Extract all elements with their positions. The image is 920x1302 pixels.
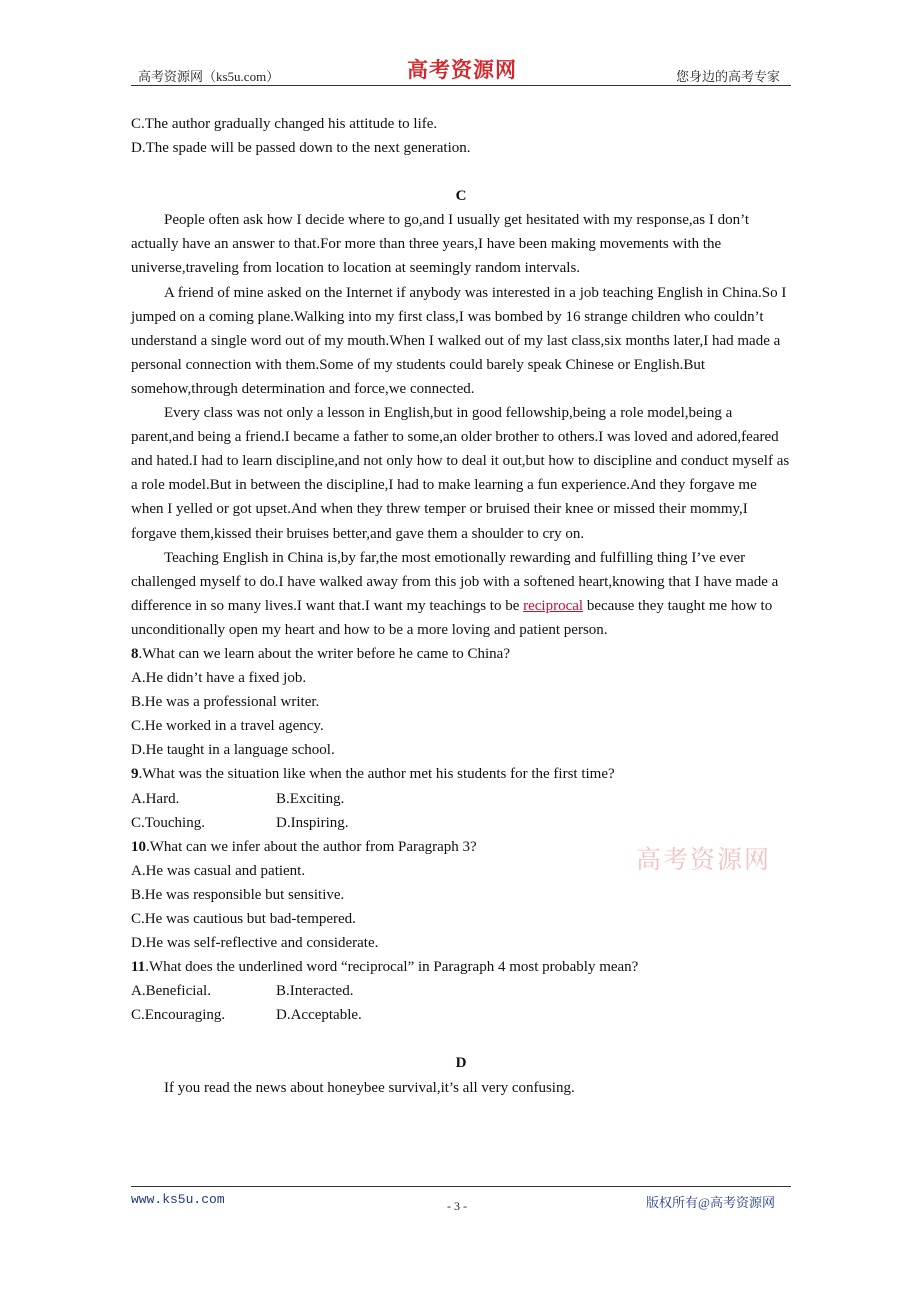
q9-options-row-2 [131, 811, 791, 835]
header-divider [131, 85, 791, 86]
q9-option-b: B.Exciting. [276, 790, 345, 807]
question-text: .What can we learn about the writer before he came to China? [138, 645, 510, 662]
p4-text-after: because they taught me how to unconditionally open my heart and how to be a more loving and patient person. [131, 597, 773, 638]
section-c-title: C [455, 188, 467, 205]
prev-option-d: D.The spade will be passed down to the next generation. [131, 140, 471, 157]
q9-option-c: C.Touching. [131, 814, 205, 831]
q11-option-b: B.Interacted. [276, 983, 354, 1000]
p4-text-before: Teaching English in China is,by far,the most emotionally rewarding and fulfilling thing I’ve ever challenged myself to do.I have walked away from this job with a softened heart,knowing that I have made a difference in so many lives.I want that.I want my teachings to be [131, 549, 779, 614]
q11-options-row-2 [131, 1003, 791, 1027]
q11-option-c: C.Encouraging. [131, 1007, 226, 1024]
q8-option-a: A.He didn’t have a fixed job. [131, 670, 307, 687]
q11-option-a: A.Beneficial. [131, 983, 211, 1000]
footer-site-url[interactable]: www.ks5u.com [131, 1192, 225, 1207]
q9-option-d: D.Inspiring. [276, 814, 349, 831]
watermark: 高考资源网 [636, 845, 772, 874]
footer-divider [131, 1186, 791, 1187]
prev-option-c: C.The author gradually changed his attitude to life. [131, 116, 438, 132]
q10-option-c: C.He was cautious but bad-tempered. [131, 911, 356, 927]
header-site-name: 高考资源网（ks5u.com） [138, 69, 280, 84]
q10-option-d: D.He was self-reflective and considerate. [131, 935, 379, 952]
q9-options-row-1 [131, 787, 791, 811]
header-slogan: 您身边的高考专家 [676, 69, 781, 84]
section-c-paragraph-1: People often ask how I decide where to go,and I usually get hesitated with my response,as I don’t actually have an answer to that.For more than three years,I have been making movements with the universe,traveling from location to location at seemingly random intervals. [131, 212, 749, 277]
q11-options-row-1 [131, 979, 791, 1003]
question-number: 9 [131, 766, 139, 783]
underlined-word-reciprocal: reciprocal [523, 597, 584, 614]
q8-option-b: B.He was a professional writer. [131, 694, 320, 711]
question-text: .What does the underlined word “reciprocal” in Paragraph 4 most probably mean? [145, 959, 639, 976]
question-number: 10 [131, 838, 146, 855]
q8-option-c: C.He worked in a travel agency. [131, 718, 324, 735]
question-9 [131, 762, 791, 786]
header-logo: 高考资源网 [407, 58, 517, 82]
q11-option-d: D.Acceptable. [276, 1007, 362, 1024]
section-c-paragraph-4 [131, 546, 791, 642]
footer-copyright: 版权所有@高考资源网 [646, 1195, 775, 1210]
question-text: .What can we infer about the author from Paragraph 3? [146, 838, 477, 855]
section-c-paragraph-3: Every class was not only a lesson in English,but in good fellowship,being a role model,being a parent,and being a friend.I became a father to some,an older brother to others.I was loved and adored,feared and hated.I had to learn discipline,and not only how to deal it out,but how to discipline and conduct myself as a role model.But in between the discipline,I had to make learning a fun experience.And they forgave me when I yelled or got upset.And when they threw temper or bruised their knee or missed their mommy,I forgave them,kissed their bruises better,and gave them a shoulder to cry on. [131, 405, 790, 542]
document-body [131, 112, 791, 1100]
section-c-paragraph-2: A friend of mine asked on the Internet if anybody was interested in a job teaching English in China.So I jumped on a coming plane.Walking into my first class,I was bombed by 16 strange children who couldn’t understand a single word out of my mouth.When I walked out of my last class,six months later,I had made a personal connection with them.Some of my students could barely speak Chinese or English.But somehow,through determination and force,we connected. [131, 284, 787, 397]
q9-option-a: A.Hard. [131, 790, 180, 807]
question-number: 11 [131, 959, 146, 976]
q10-option-a: A.He was casual and patient. [131, 862, 306, 879]
question-8 [131, 642, 791, 666]
page-number: - 3 - [447, 1199, 467, 1213]
question-11 [131, 955, 791, 979]
q10-option-b: B.He was responsible but sensitive. [131, 886, 345, 903]
question-text: .What was the situation like when the author met his students for the first time? [138, 766, 615, 783]
q8-option-d: D.He taught in a language school. [131, 742, 335, 759]
question-number: 8 [131, 645, 139, 662]
section-d-title: D [455, 1055, 467, 1072]
section-d-paragraph-1: If you read the news about honeybee survival,it’s all very confusing. [164, 1079, 575, 1096]
